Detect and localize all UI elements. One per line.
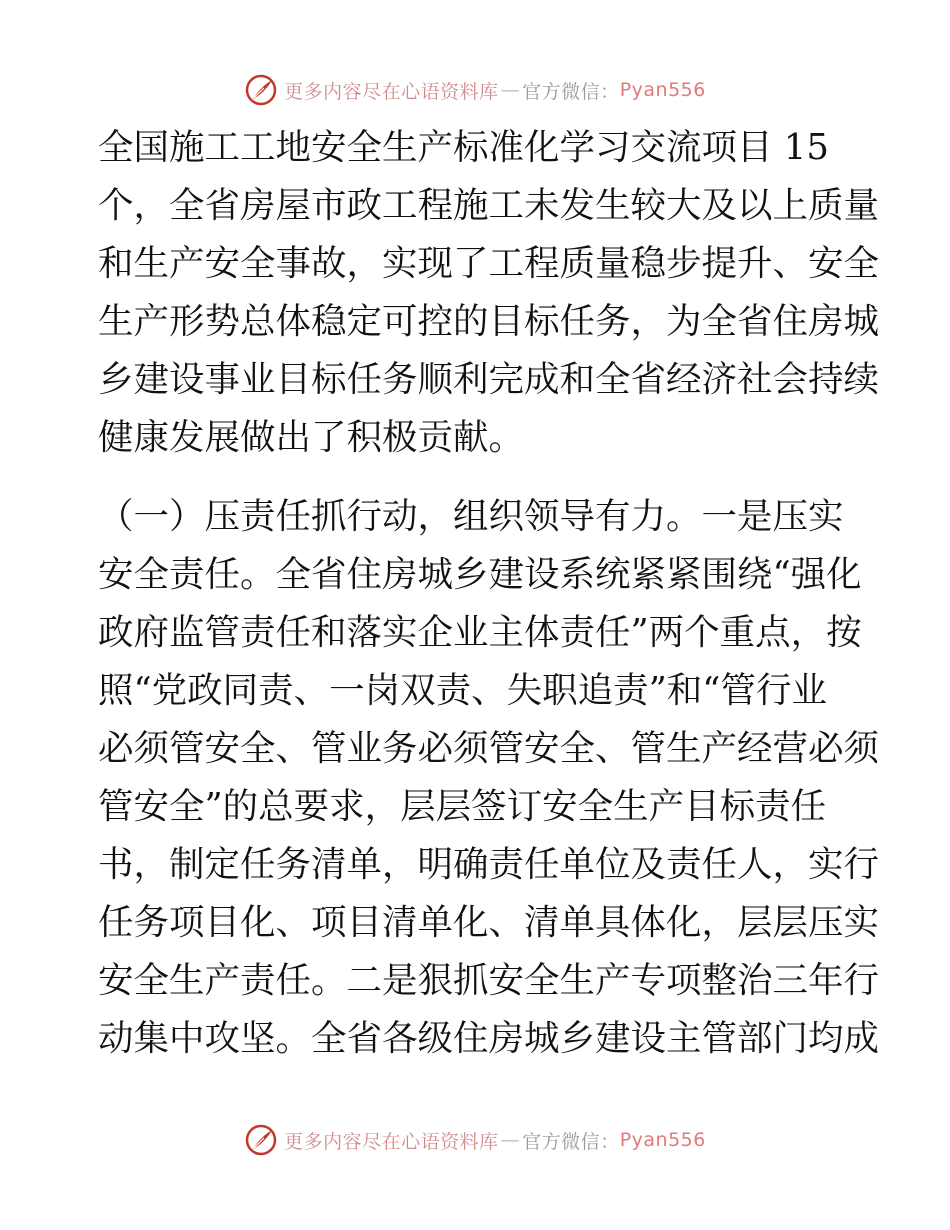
paragraph-line: 安全生产责任。二是狠抓安全生产专项整治三年行 (98, 960, 880, 1001)
paragraph-line: 任务项目化、项目清单化、清单具体化，层层压实 (98, 902, 880, 943)
paragraph-line: 全国施工工地安全生产标准化学习交流项目 15 (98, 127, 829, 168)
paragraph-1 (98, 119, 880, 467)
banner-wechat-id: Pyan556 (619, 79, 706, 101)
paragraph-line: 和生产安全事故，实现了工程质量稳步提升、安全 (98, 243, 880, 284)
header-watermark-banner (0, 70, 950, 110)
banner-separator: — (500, 79, 521, 101)
paragraph-line: 安全责任。全省住房城乡建设系统紧紧围绕“强化 (98, 554, 862, 595)
footer-watermark-banner (0, 1120, 950, 1160)
paragraph-line: 乡建设事业目标任务顺利完成和全省经济社会持续 (98, 359, 880, 400)
paragraph-line: 管安全”的总要求，层层签订安全生产目标责任 (98, 786, 827, 827)
banner-text: 更多内容尽在心语资料库 (284, 80, 499, 103)
banner-wechat-label: 官方微信： (522, 1130, 620, 1153)
banner-separator: — (500, 1129, 521, 1151)
paragraph-line: 健康发展做出了积极贡献。 (98, 417, 525, 458)
paragraph-line: 照“党政同责、一岗双责、失职追责”和“管行业 (98, 670, 827, 711)
paragraph-line: 动集中攻坚。全省各级住房城乡建设主管部门均成 (98, 1018, 880, 1059)
paragraph-line: 政府监管责任和落实企业主体责任”两个重点，按 (98, 612, 862, 653)
banner-text: 更多内容尽在心语资料库 (284, 1130, 499, 1153)
paragraph-line: 书，制定任务清单，明确责任单位及责任人，实行 (98, 844, 880, 885)
paragraph-line: 个，全省房屋市政工程施工未发生较大及以上质量 (98, 185, 880, 226)
banner-wechat-id: Pyan556 (619, 1129, 706, 1151)
paragraph-line: （一）压责任抓行动，组织领导有力。一是压实 (98, 496, 844, 537)
feather-pen-logo-icon (244, 73, 278, 107)
paragraph-2 (98, 488, 880, 1068)
banner-wechat-label: 官方微信： (522, 80, 620, 103)
paragraph-line: 必须管安全、管业务必须管安全、管生产经营必须 (98, 728, 880, 769)
feather-pen-logo-icon (244, 1123, 278, 1157)
paragraph-line: 生产形势总体稳定可控的目标任务，为全省住房城 (98, 301, 880, 342)
